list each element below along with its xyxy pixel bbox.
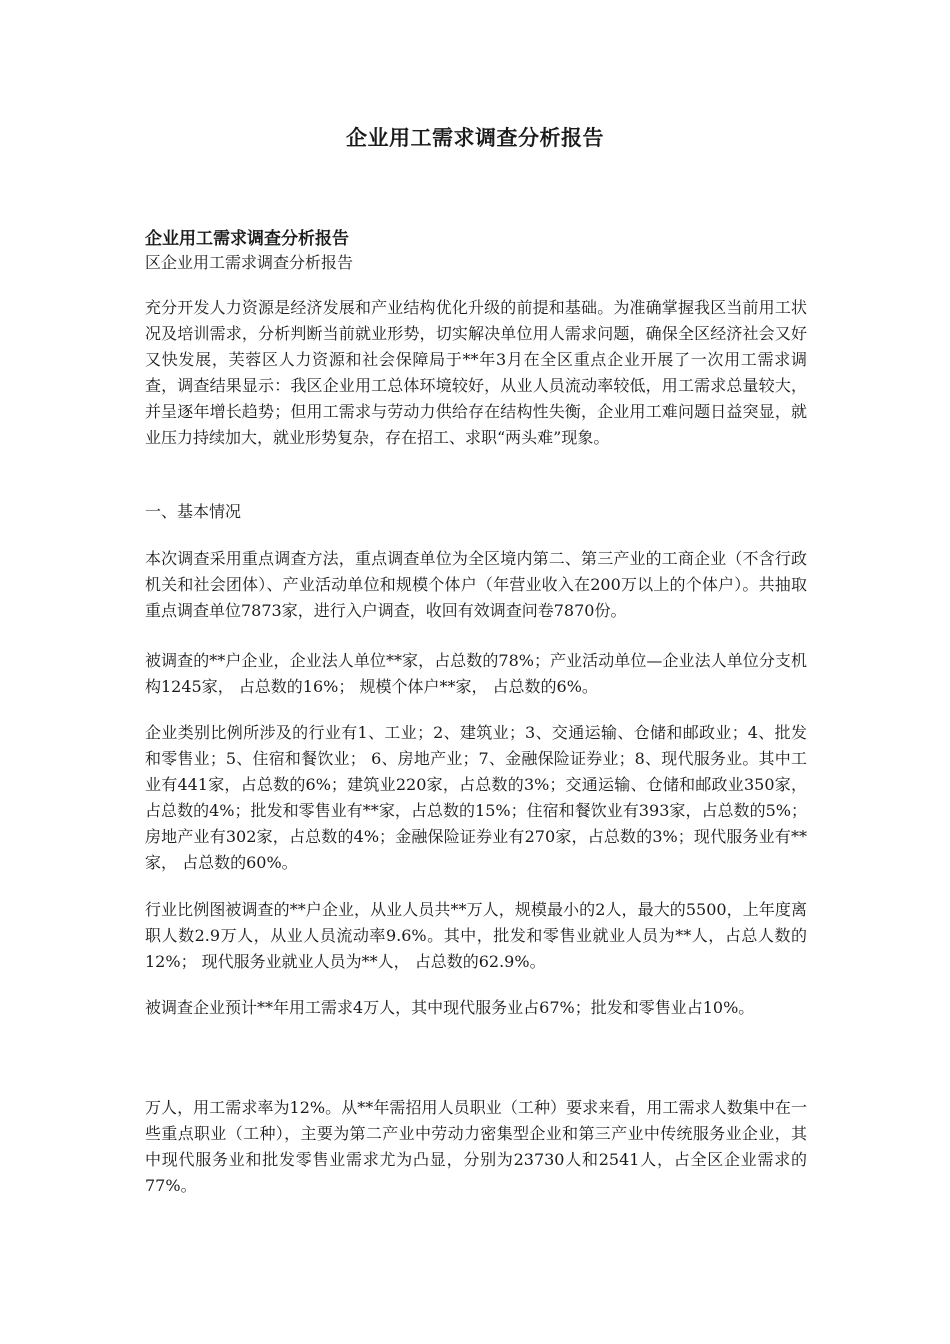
- document-title: 企业用工需求调查分析报告: [346, 125, 604, 150]
- paragraph-demand-forecast: 被调查企业预计**年用工需求4万人，其中现代服务业占67%；批发和零售业占10%。: [145, 998, 755, 1017]
- paragraph-method: 本次调查采用重点调查方法，重点调查单位为全区境内第二、第三产业的工商企业（不含行政机关和社会团体）、产业活动单位和规模个体户（年营业收入在200万以上的个体户）。共抽取重点调查单位7873家，进行入户调查，收回有效调查问卷7870份。: [145, 549, 807, 620]
- paragraph-demand-rate: 万人，用工需求率为12%。从**年需招用人员职业（工种）要求来看，用工需求人数集中在一些重点职业（工种），主要为第二产业中劳动力密集型企业和第三产业中传统服务业企业，其中现代服务业和批发零售业需求尤为凸显，分别为23730人和2541人，占全区企业需求的77%。: [145, 1098, 807, 1195]
- report-subheading: 区企业用工需求调查分析报告: [145, 253, 354, 272]
- paragraph-industry-breakdown: 企业类别比例所涉及的行业有1、工业；2、建筑业；3、交通运输、仓储和邮政业；4、批发和零售业；5、住宿和餐饮业； 6、房地产业；7、金融保险证券业；8、现代服务业。其中工业有441家，占总数的6%；建筑业220家，占总数的3%；交通运输、仓储和邮政业350家，占总数的4%；批发和零售业有**家，占总数的15%；住宿和餐饮业有393家，占总数的5%；房地产业有302家，占总数的4%；金融保险证券业有270家，占总数的3%；现代服务业有**家， 占总数的60%。: [145, 723, 807, 872]
- section-title-basic: 一、基本情况: [145, 502, 242, 521]
- paragraph-intro: 充分开发人力资源是经济发展和产业结构优化升级的前提和基础。为准确掌握我区当前用工状况及培训需求，分析判断当前就业形势，切实解决单位用人需求问题，确保全区经济社会又好又快发展，芙蓉区人力资源和社会保障局于**年3月在全区重点企业开展了一次用工需求调查，调查结果显示：我区企业用工总体环境较好，从业人员流动率较低，用工需求总量较大，并呈逐年增长趋势；但用工需求与劳动力供给存在结构性失衡，企业用工难问题日益突显，就业压力持续加大，就业形势复杂，存在招工、求职“两头难”现象。: [145, 298, 807, 447]
- report-heading: 企业用工需求调查分析报告: [145, 229, 349, 249]
- paragraph-employees: 行业比例图被调查的**户企业，从业人员共**万人，规模最小的2人，最大的5500，上年度离职人数2.9万人，从业人员流动率9.6%。其中，批发和零售业就业人员为**人，占总人数的12%； 现代服务业就业人员为**人， 占总数的62.9%。: [145, 900, 807, 971]
- paragraph-enterprise-count: 被调查的**户企业，企业法人单位**家，占总数的78%；产业活动单位—企业法人单位分支机构1245家， 占总数的16%； 规模个体户**家， 占总数的6%。: [145, 651, 807, 696]
